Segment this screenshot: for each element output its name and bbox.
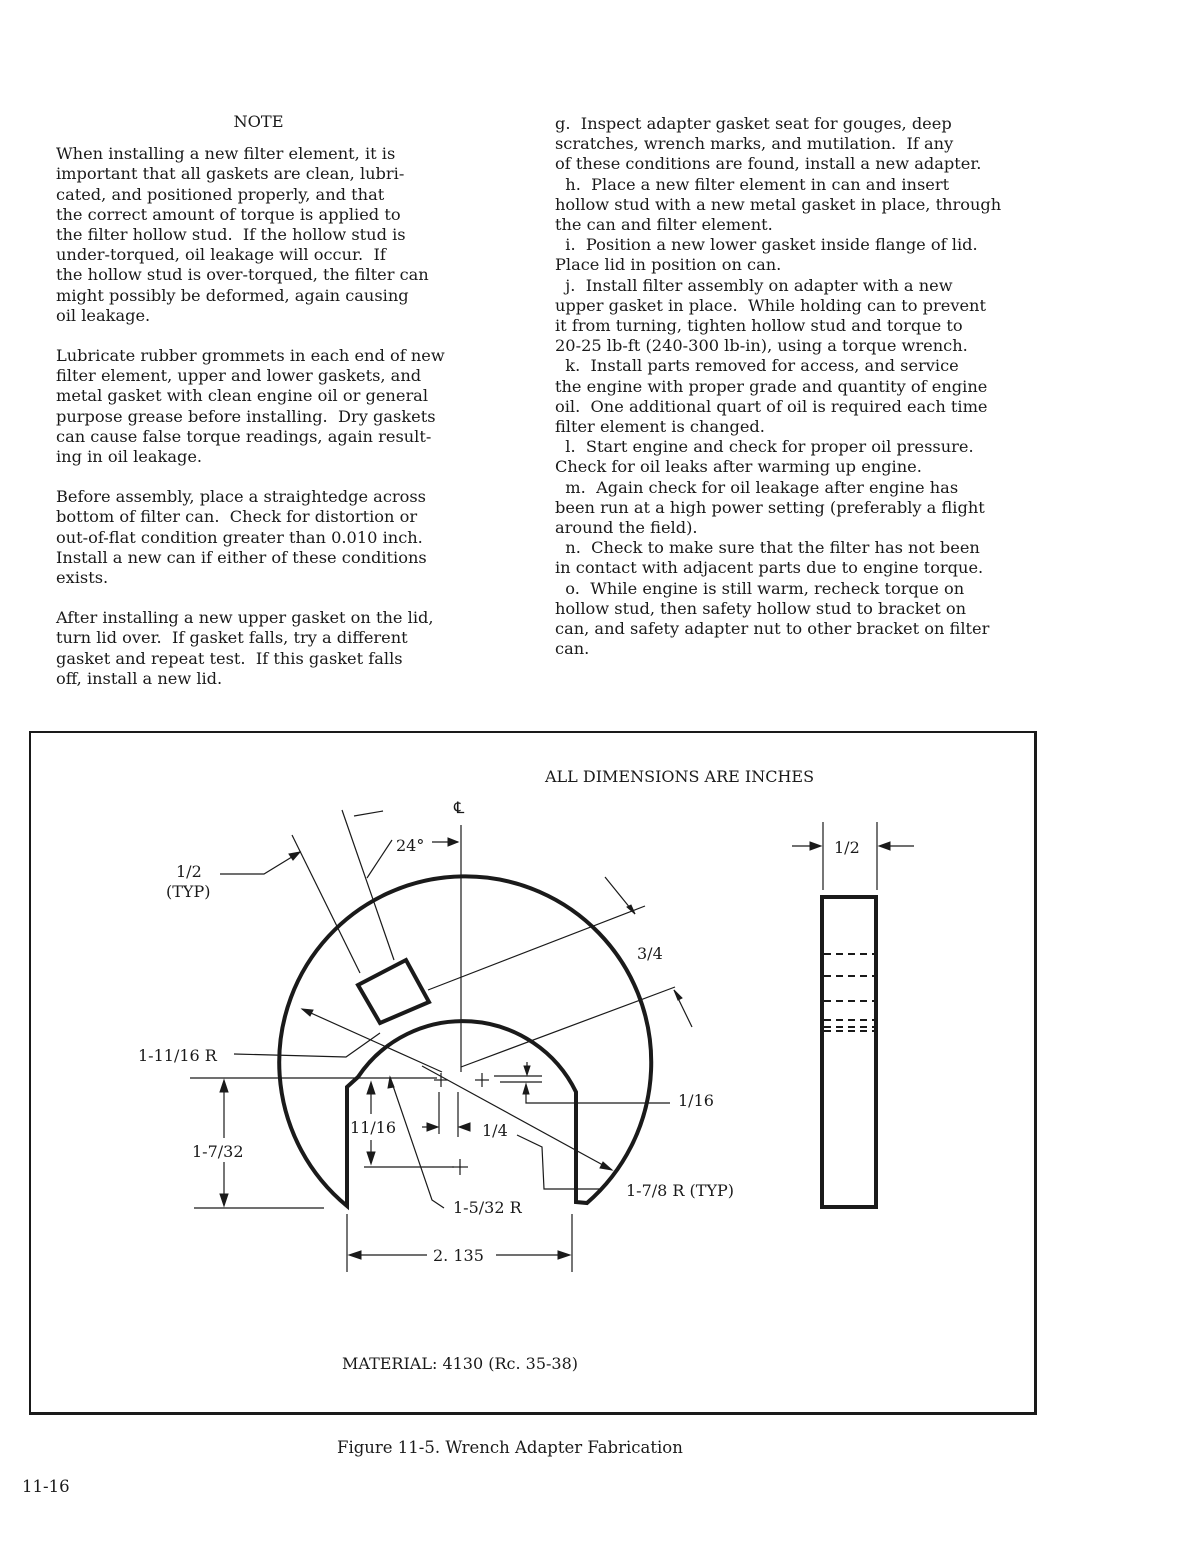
typ-label: (TYP) <box>166 882 211 901</box>
note-line: might possibly be deformed, again causing <box>56 285 409 305</box>
note-line: the correct amount of torque is applied to <box>56 204 401 224</box>
sixteenth-label: 1/16 <box>678 1091 714 1110</box>
step-line: the can and filter element. <box>555 215 773 235</box>
note-line: bottom of filter can. Check for distortion or <box>56 507 418 527</box>
step-line: o. While engine is still warm, recheck torque on <box>555 578 965 598</box>
note-line: important that all gaskets are clean, lubri- <box>56 164 405 184</box>
step-line: been run at a high power setting (preferably a flight <box>555 497 985 517</box>
side-view <box>822 897 876 1207</box>
note-line: turn lid over. If gasket falls, try a different <box>56 628 408 648</box>
step-line: upper gasket in place. While holding can to prevent <box>555 295 986 315</box>
note-line: After installing a new upper gasket on the lid, <box>56 608 434 628</box>
note-line: When installing a new filter element, it is <box>56 144 396 164</box>
step-line: m. Again check for oil leakage after engine has <box>555 477 959 497</box>
step-line: n. Check to make sure that the filter has not been <box>555 538 980 558</box>
note-line: off, install a new lid. <box>56 668 223 688</box>
step-line: hollow stud with a new metal gasket in place, through <box>555 194 1002 214</box>
step-line: k. Install parts removed for access, and service <box>555 356 959 376</box>
note-line: the hollow stud is over-torqued, the filter can <box>56 265 429 285</box>
step-line: the engine with proper grade and quantity of engine <box>555 376 988 396</box>
note-heading: NOTE <box>233 112 284 131</box>
note-line: metal gasket with clean engine oil or general <box>56 386 429 406</box>
figure-frame <box>29 731 1037 1415</box>
step-line: scratches, wrench marks, and mutilation. If any <box>555 134 954 154</box>
note-line: Lubricate rubber grommets in each end of new <box>56 346 445 366</box>
step-line: it from turning, tighten hollow stud and torque to <box>555 316 963 336</box>
note-line: can cause false torque readings, again result- <box>56 426 432 446</box>
quarter-label: 1/4 <box>482 1121 508 1140</box>
step-line: of these conditions are found, install a new adapter. <box>555 154 982 174</box>
step-line: l. Start engine and check for proper oil pressure. <box>555 437 974 457</box>
side-thickness-label: 1/2 <box>834 838 860 857</box>
note-paragraphs <box>56 144 486 689</box>
step-line: hollow stud, then safety hollow stud to bracket on <box>555 598 967 618</box>
step-line: i. Position a new lower gasket inside flange of lid. <box>555 235 978 255</box>
step-line: can, and safety adapter nut to other bracket on filter <box>555 619 990 639</box>
inner-radius-label: 1-5/32 R <box>453 1198 522 1217</box>
step-line: g. Inspect adapter gasket seat for gouges, deep <box>555 114 952 133</box>
note-line: filter element, upper and lower gaskets, and <box>56 366 422 386</box>
material-label: MATERIAL: 4130 (Rc. 35-38) <box>342 1354 579 1373</box>
step-line: can. <box>555 639 590 659</box>
step-line: in contact with adjacent parts due to engine torque. <box>555 558 984 578</box>
step-line: oil. One additional quart of oil is required each time <box>555 396 988 416</box>
step-line: j. Install filter assembly on adapter with a new <box>555 275 953 295</box>
step-line: Check for oil leaks after warming up engine. <box>555 457 922 477</box>
half-typ-label: 1/2 <box>176 862 202 881</box>
outer-radius-label: 1-11/16 R <box>138 1046 217 1065</box>
three-quarter-label: 3/4 <box>637 944 663 963</box>
note-line: under-torqued, oil leakage will occur. If <box>56 245 386 265</box>
adapter-outline <box>279 876 651 1206</box>
figure-caption: Figure 11-5. Wrench Adapter Fabrication <box>337 1438 683 1457</box>
note-line: Before assembly, place a straightedge across <box>56 487 426 507</box>
height-label: 1-7/32 <box>192 1142 244 1161</box>
large-radius-label: 1-7/8 R (TYP) <box>626 1181 735 1200</box>
units-note: ALL DIMENSIONS ARE INCHES <box>545 767 815 786</box>
note-line: exists. <box>56 568 109 588</box>
step-line: h. Place a new filter element in can and insert <box>555 174 950 194</box>
wrench-adapter-drawing <box>31 733 1035 1413</box>
note-line: ing in oil leakage. <box>56 447 203 467</box>
square-hole <box>358 960 429 1023</box>
step-line: Place lid in position on can. <box>555 255 782 275</box>
centerline-symbol: ℄ <box>454 798 465 817</box>
step-line: 20-25 lb-ft (240-300 lb-in), using a torque wrench. <box>555 336 968 356</box>
step-line: filter element is changed. <box>555 417 765 437</box>
note-line: out-of-flat condition greater than 0.010 inch. <box>56 527 423 547</box>
note-line: purpose grease before installing. Dry gaskets <box>56 406 436 426</box>
step-line: around the field). <box>555 518 698 538</box>
angle-label: 24° <box>396 836 425 855</box>
note-column <box>56 112 486 689</box>
note-line: oil leakage. <box>56 305 151 325</box>
slot-label: 11/16 <box>350 1118 397 1137</box>
procedure-steps <box>555 114 1045 659</box>
note-line: Install a new can if either of these conditions <box>56 547 427 567</box>
width-label: 2. 135 <box>433 1246 484 1265</box>
note-line: cated, and positioned properly, and that <box>56 184 385 204</box>
note-line: the filter hollow stud. If the hollow stud is <box>56 225 406 245</box>
note-line: gasket and repeat test. If this gasket falls <box>56 648 403 668</box>
page-number: 11-16 <box>22 1477 70 1496</box>
